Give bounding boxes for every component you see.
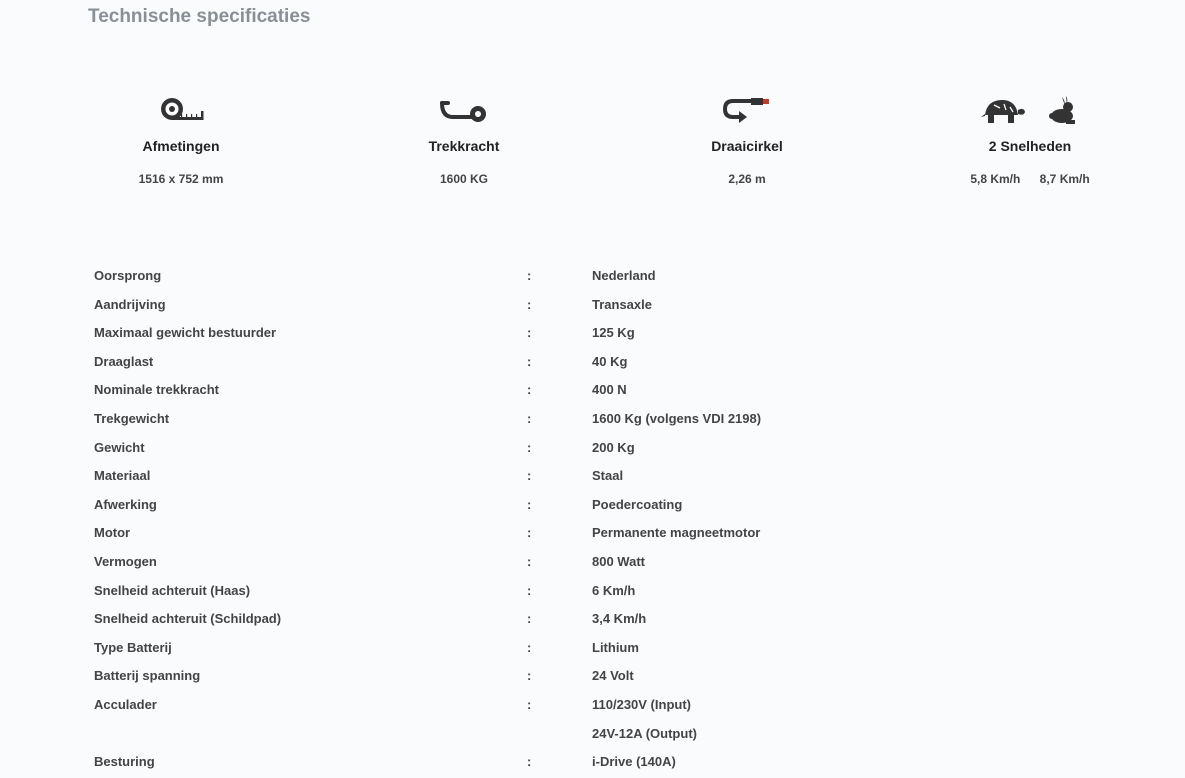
tow-hook-icon (438, 95, 490, 125)
turtle-icon (980, 95, 1026, 125)
table-row (94, 348, 1094, 377)
feature-name: 2 Snelheden (988, 138, 1072, 154)
table-row (94, 519, 1094, 548)
spec-label: Maximaal gewicht bestuurder (94, 325, 277, 341)
spec-value: Permanente magneetmotor (592, 525, 761, 541)
table-row (94, 662, 1094, 691)
spec-separator: : (527, 525, 532, 541)
spec-separator: : (527, 468, 532, 484)
table-row (94, 548, 1094, 577)
feature-speeds (920, 88, 1140, 188)
spec-value: Lithium (592, 639, 639, 655)
table-row (94, 291, 1094, 320)
spec-value: 400 N (592, 382, 627, 398)
spec-value: 6 Km/h (592, 582, 636, 598)
spec-separator: : (527, 353, 532, 369)
spec-separator: : (527, 410, 532, 426)
feature-name: Trekkracht (428, 138, 500, 154)
spec-label: Afwerking (94, 496, 157, 512)
table-row (94, 748, 1094, 777)
spec-separator: : (527, 639, 532, 655)
spec-label: Materiaal (94, 468, 151, 484)
table-row (94, 462, 1094, 491)
spec-value: 3,4 Km/h (592, 611, 647, 627)
spec-value: Transaxle (592, 296, 652, 312)
spec-label: Motor (94, 525, 131, 541)
feature-value: 1600 KG (439, 172, 489, 186)
table-row (94, 491, 1094, 520)
feature-name: Draaicirkel (711, 138, 783, 154)
tape-measure-icon (157, 93, 205, 127)
spec-label: Snelheid achteruit (Haas) (94, 582, 251, 598)
table-row (94, 376, 1094, 405)
spec-label: Besturing (94, 754, 155, 770)
spec-separator: : (527, 496, 532, 512)
page-title: Technische specificaties (88, 6, 311, 27)
spec-label: Batterij spanning (94, 668, 201, 684)
spec-label: Type Batterij (94, 639, 172, 655)
table-row (94, 634, 1094, 663)
spec-separator: : (527, 668, 532, 684)
feature-dimensions (71, 88, 291, 188)
spec-table (94, 262, 1094, 777)
table-row (94, 434, 1094, 463)
table-row (94, 577, 1094, 606)
feature-turning-circle (637, 88, 857, 188)
feature-value: 1516 x 752 mm (138, 172, 224, 186)
spec-value: Nederland (592, 268, 656, 283)
feature-value (920, 172, 1140, 188)
table-row (94, 319, 1094, 348)
spec-separator: : (527, 696, 532, 712)
table-row (94, 262, 1094, 291)
spec-separator: : (527, 325, 532, 341)
speed-slow: 5,8 Km/h (970, 172, 1021, 186)
spec-value: i-Drive (140A) (592, 754, 676, 770)
spec-label: Snelheid achteruit (Schildpad) (94, 611, 282, 627)
spec-label: Gewicht (94, 439, 145, 455)
rabbit-icon (1048, 94, 1080, 126)
spec-label: Oorsprong (94, 268, 162, 283)
spec-value: 24 Volt (592, 668, 634, 684)
spec-value: Staal (592, 468, 624, 484)
turning-circle-icon (721, 95, 773, 125)
spec-value: Poedercoating (592, 496, 683, 512)
table-row (94, 720, 1094, 749)
spec-separator: : (527, 439, 532, 455)
feature-towing (354, 88, 574, 188)
spec-label: Acculader (94, 696, 157, 712)
spec-value: 40 Kg (592, 353, 628, 369)
table-row (94, 605, 1094, 634)
spec-separator: : (527, 582, 532, 598)
spec-separator: : (527, 268, 532, 283)
spec-value: 24V-12A (Output) (592, 725, 697, 741)
feature-name: Afmetingen (142, 138, 220, 154)
spec-label: Draaglast (94, 353, 154, 369)
spec-label: Trekgewicht (94, 410, 170, 426)
table-row (94, 405, 1094, 434)
feature-value: 2,26 m (728, 172, 766, 186)
spec-value: 125 Kg (592, 325, 635, 341)
spec-label: Vermogen (94, 553, 157, 569)
spec-label: Aandrijving (94, 296, 166, 312)
spec-value: 110/230V (Input) (592, 696, 691, 712)
spec-separator: : (527, 611, 532, 627)
table-row (94, 691, 1094, 720)
speed-fast: 8,7 Km/h (1039, 172, 1090, 186)
spec-separator: : (527, 553, 532, 569)
spec-value: 200 Kg (592, 439, 635, 455)
spec-separator: : (527, 754, 532, 770)
spec-label: Nominale trekkracht (94, 382, 219, 398)
spec-value: 800 Watt (592, 553, 645, 569)
spec-separator: : (527, 296, 532, 312)
spec-value: 1600 Kg (volgens VDI 2198) (592, 410, 762, 426)
spec-separator: : (527, 382, 532, 398)
